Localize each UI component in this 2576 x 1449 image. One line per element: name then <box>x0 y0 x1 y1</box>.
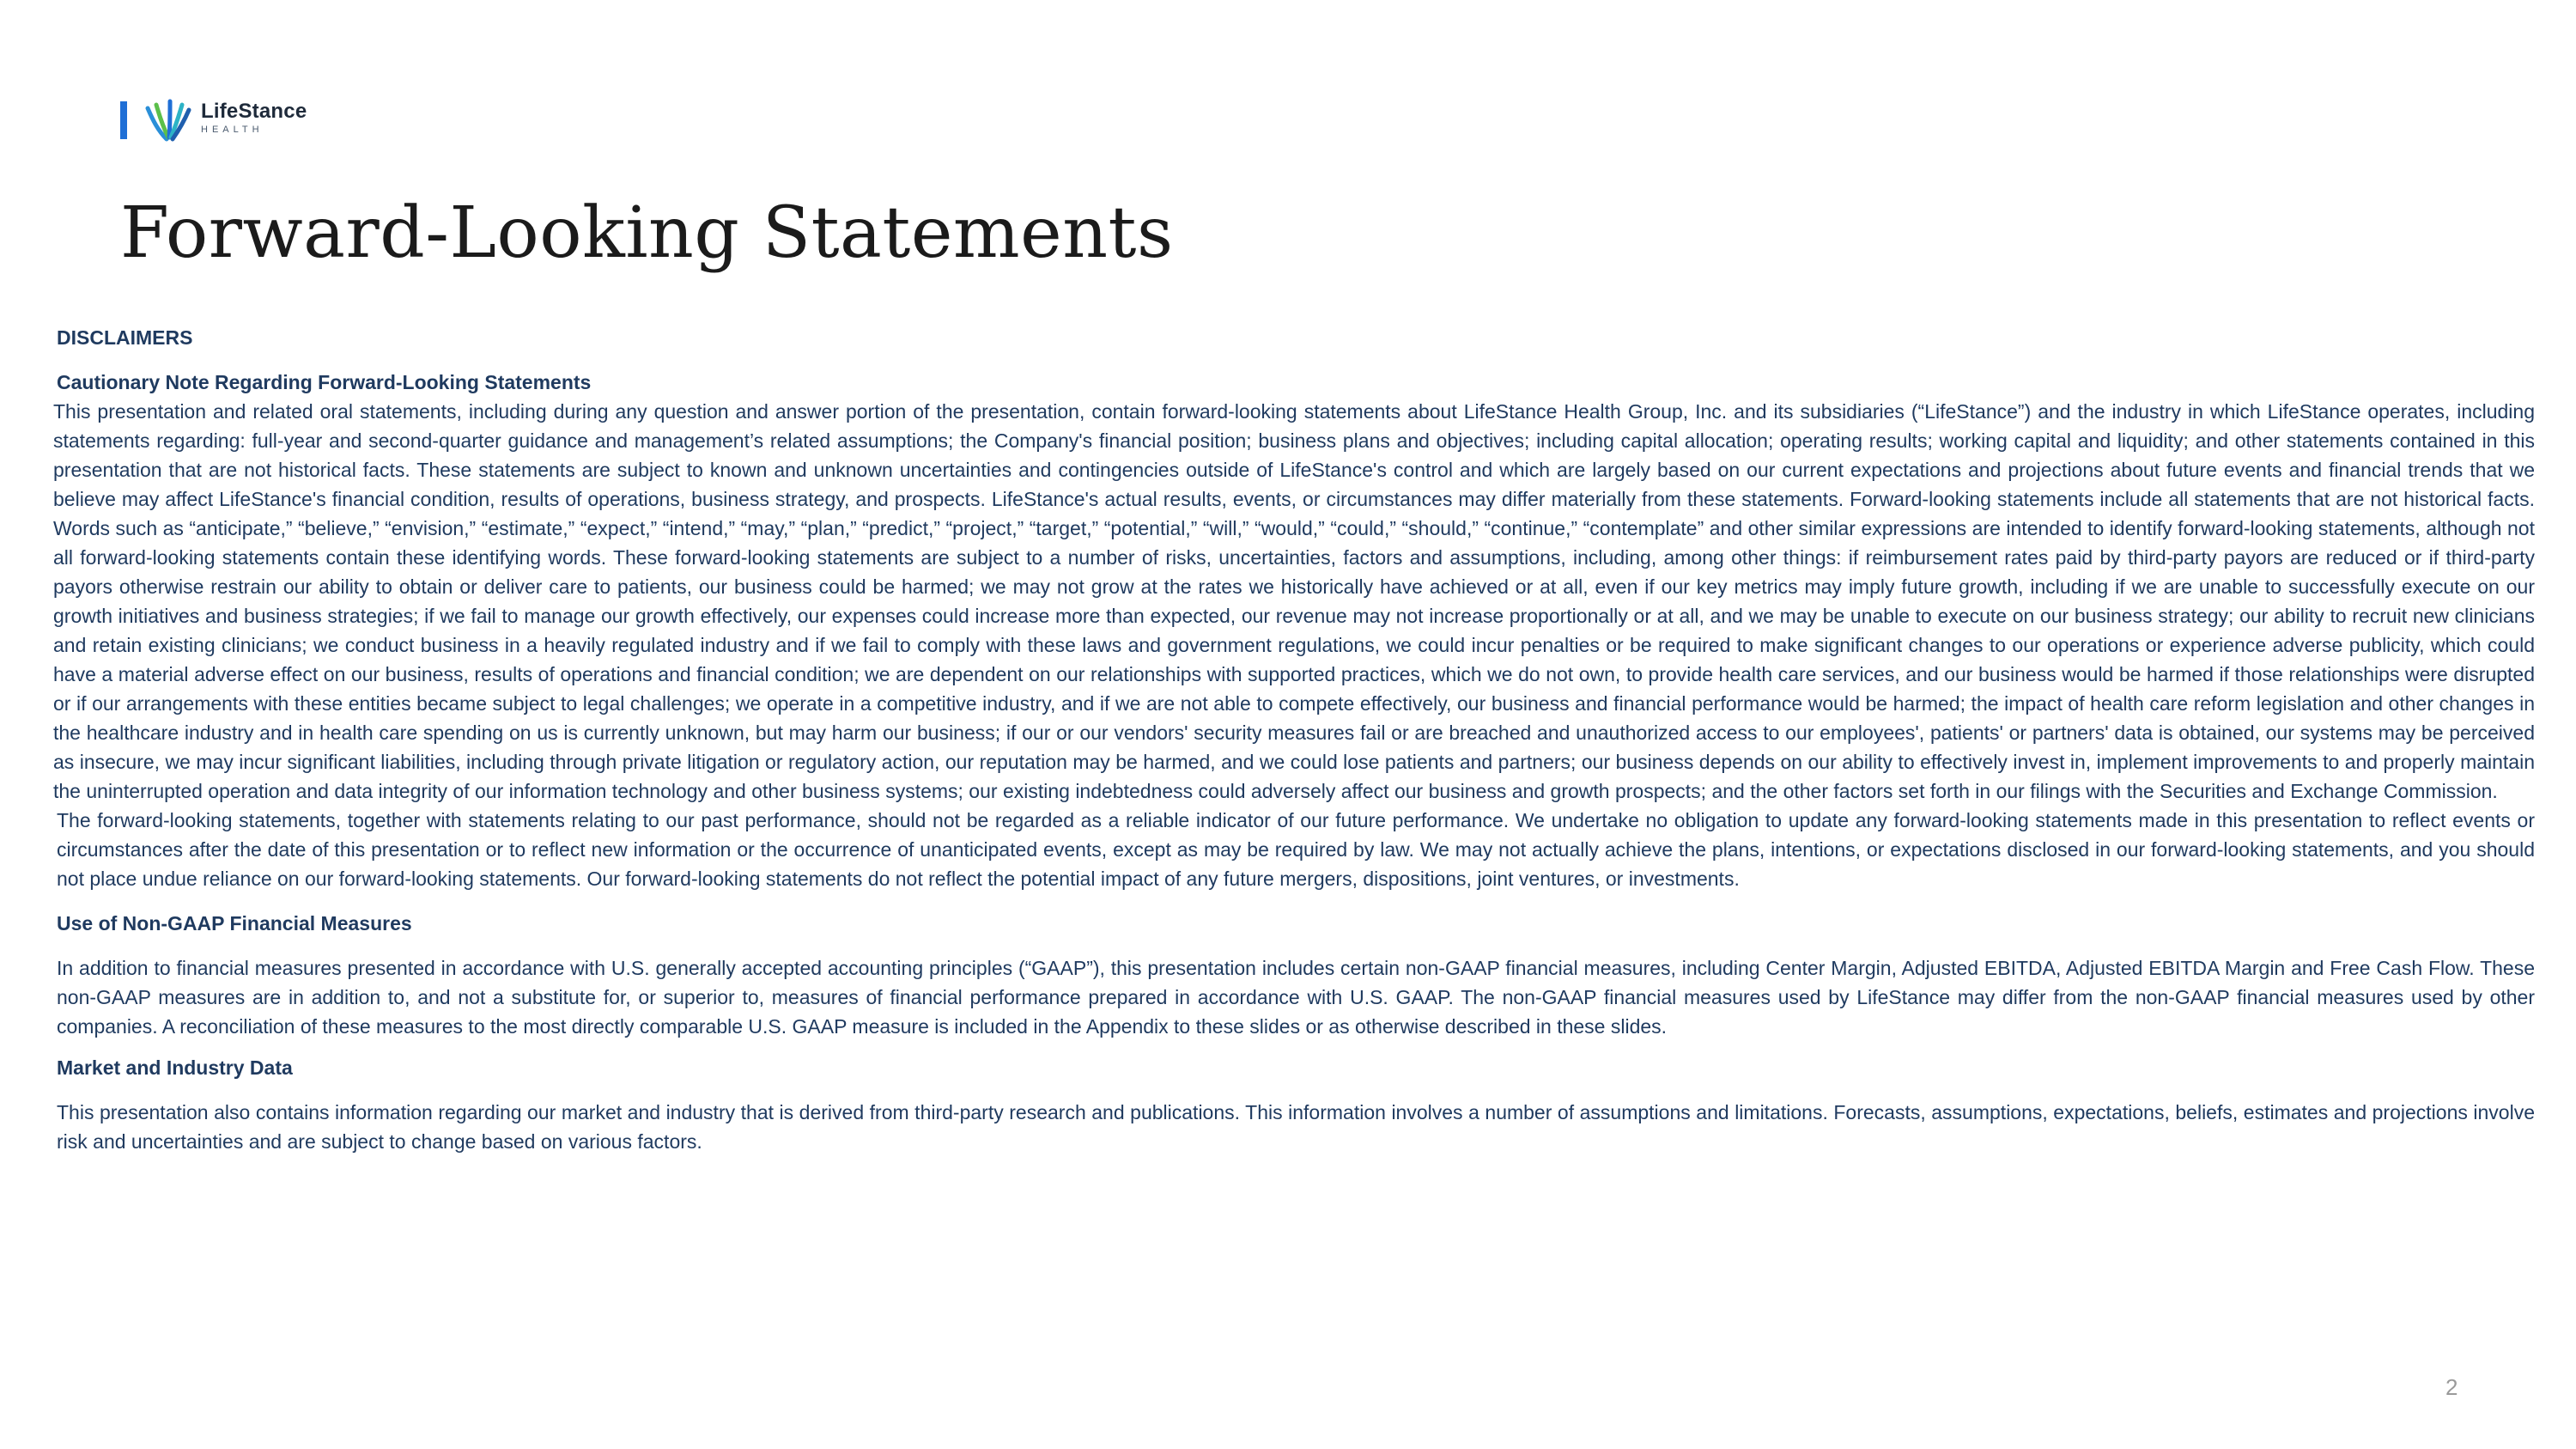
disclaimers-heading: DISCLAIMERS <box>57 326 193 349</box>
cautionary-paragraph-1: This presentation and related oral statements, including during any question and answer portion of the presentation, contain forward-looking statements about LifeStance Health Group, Inc. and its subsidiaries (“LifeStance”) and the industry in which LifeStance operates, including statements regarding: full-year and second-quarter guidance and management’s related assumptions; the Company's financial position; business plans and objectives; including capital allocation; operating results; working capital and liquidity; and other statements contained in this presentation that are not historical facts. These statements are subject to known and unknown uncertainties and contingencies outside of LifeStance's control and which are largely based on our current expectations and projections about future events and financial trends that we believe may affect LifeStance's financial condition, results of operations, business strategy, and prospects. LifeStance's actual results, events, or circumstances may differ materially from these statements. Forward-looking statements include all statements that are not historical facts. Words such as “anticipate,” “believe,” “envision,” “estimate,” “expect,” “intend,” “may,” “plan,” “predict,” “project,” “target,” “potential,” “will,” “would,” “could,” “should,” “continue,” “contemplate” and other similar expressions are intended to identify forward-looking statements, although not all forward-looking statements contain these identifying words. These forward-looking statements are subject to a number of risks, uncertainties, factors and assumptions, including, among other things: if reimbursement rates paid by third-party payors are reduced or if third-party payors otherwise restrain our ability to obtain or deliver care to patients, our business could be harmed; we may not grow at the rates we historically have achieved or at all, even if our key metrics may imply future growth, including if we are unable to successfully execute on our growth initiatives and business strategies; if we fail to manage our growth effectively, our expenses could increase more than expected, our revenue may not increase proportionally or at all, and we may be unable to execute on our business strategy; our ability to recruit new clinicians and retain existing clinicians; we conduct business in a heavily regulated industry and if we fail to comply with these laws and government regulations, we could incur penalties or be required to make significant changes to our operations or experience adverse publicity, which could have a material adverse effect on our business, results of operations and financial condition; we are dependent on our relationships with supported practices, which we do not own, to provide health care services, and our business would be harmed if those relationships were disrupted or if our arrangements with these entities became subject to legal challenges; we operate in a competitive industry, and if we are not able to compete effectively, our business and financial performance would be harmed; the impact of health care reform legislation and other changes in the healthcare industry and in health care spending on us is currently unknown, but may harm our business; if our or our vendors' security measures fail or are breached and unauthorized access to our employees', patients' or partners' data is obtained, our systems may be perceived as insecure, we may incur significant liabilities, including through private litigation or regulatory action, our reputation may be harmed, and we could lose patients and partners; our business depends on our ability to effectively invest in, implement improvements to and properly maintain the uninterrupted operation and data integrity of our information technology and other business systems; our existing indebtedness could adversely affect our business and growth prospects; and the other factors set forth in our filings with the Securities and Exchange Commission. <box>53 400 2535 802</box>
disclaimer-content <box>53 323 2535 1156</box>
logo-subtitle: HEALTH <box>201 125 264 135</box>
lifestance-logo-icon <box>144 96 192 143</box>
logo-name: LifeStance <box>201 100 307 123</box>
page-title: Forward-Looking Statements <box>120 192 1174 274</box>
company-logo <box>120 96 326 143</box>
market-heading: Market and Industry Data <box>57 1056 293 1079</box>
nongaap-heading: Use of Non-GAAP Financial Measures <box>57 912 412 935</box>
market-paragraph: This presentation also contains information regarding our market and industry that is derived from third-party research and publications. This information involves a number of assumptions and limitations. Forecasts, assumptions, expectations, beliefs, estimates and projections involve risk and uncertainties and are subject to change based on various factors. <box>57 1101 2535 1153</box>
logo-accent-bar <box>120 101 127 139</box>
page-number: 2 <box>2445 1374 2458 1400</box>
cautionary-heading: Cautionary Note Regarding Forward-Looking Statements <box>57 371 592 393</box>
nongaap-paragraph: In addition to financial measures presented in accordance with U.S. generally accepted accounting principles (“GAAP”), this presentation includes certain non-GAAP financial measures, including Center Margin, Adjusted EBITDA, Adjusted EBITDA Margin and Free Cash Flow. These non-GAAP measures are in addition to, and not a substitute for, or superior to, measures of financial performance prepared in accordance with U.S. GAAP. The non-GAAP financial measures used by LifeStance may differ from the non-GAAP financial measures used by other companies. A reconciliation of these measures to the most directly comparable U.S. GAAP measure is included in the Appendix to these slides or as otherwise described in these slides. <box>57 957 2535 1038</box>
cautionary-paragraph-2: The forward-looking statements, together with statements relating to our past performance, should not be regarded as a reliable indicator of our future performance. We undertake no obligation to update any forward-looking statements made in this presentation to reflect events or circumstances after the date of this presentation or to reflect new information or the occurrence of unanticipated events, except as may be required by law. We may not actually achieve the plans, intentions, or expectations disclosed in our forward-looking statements, and you should not place undue reliance on our forward-looking statements. Our forward-looking statements do not reflect the potential impact of any future mergers, dispositions, joint ventures, or investments. <box>57 809 2535 890</box>
